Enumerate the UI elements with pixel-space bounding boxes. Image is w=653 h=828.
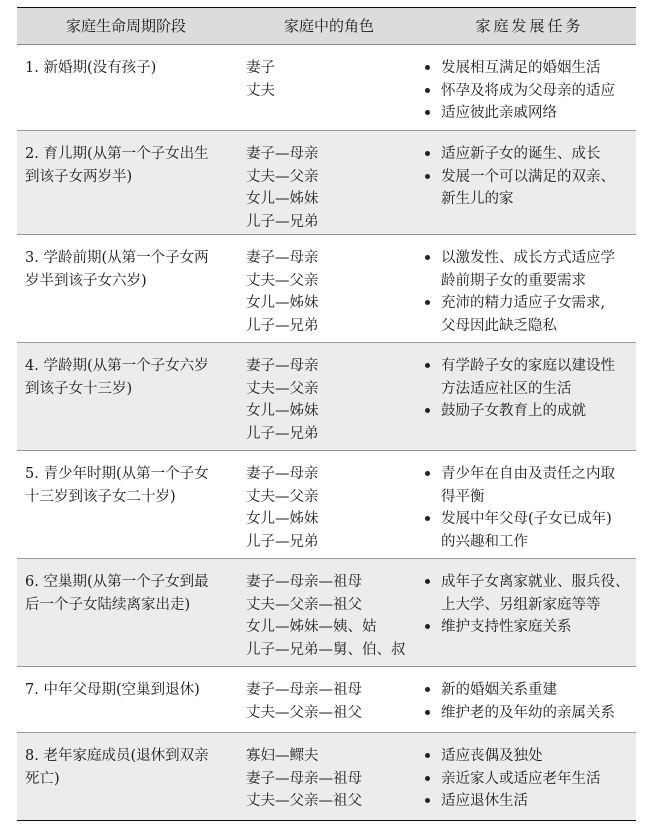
stage-text: 到该子女十三岁) <box>25 380 133 397</box>
task-item <box>423 571 638 616</box>
tasks-cell <box>423 745 638 813</box>
bullet-icon <box>425 255 430 260</box>
stage-text: 5. 青少年时期(从第一个子女 <box>25 466 209 482</box>
task-item <box>423 80 638 103</box>
tasks-cell <box>423 463 638 553</box>
stage-cell <box>25 143 230 188</box>
role-text: 女儿—姊妹—姨、姑 <box>246 619 377 635</box>
roles-cell <box>246 745 416 813</box>
role-text: 儿子—兄弟 <box>246 317 319 334</box>
task-text: 新的婚姻关系重建 <box>441 682 557 698</box>
task-text: 青少年在自由及责任之内取 <box>441 466 615 482</box>
bullet-icon <box>425 65 430 70</box>
table-row <box>17 131 636 235</box>
task-text: 龄前期子女的重要需求 <box>441 272 586 289</box>
task-item <box>423 702 638 725</box>
bullet-icon <box>425 516 430 521</box>
roles-cell <box>246 247 416 337</box>
task-text: 亲近家人或适应老年生活 <box>441 770 601 787</box>
role-text: 女儿—姊妹 <box>246 191 319 207</box>
stage-text: 6. 空巢期(从第一个子女到最 <box>25 574 209 590</box>
task-text: 发展一个可以满足的双亲、 <box>441 168 615 185</box>
roles-cell <box>246 355 416 445</box>
stage-cell <box>25 247 230 292</box>
stage-cell <box>25 463 230 508</box>
task-text: 有学龄子女的家庭以建设性 <box>441 358 615 374</box>
tasks-cell <box>423 143 638 211</box>
task-text: 适应丧偶及独处 <box>441 748 543 764</box>
bullet-icon <box>425 300 430 305</box>
task-item <box>423 790 638 813</box>
stage-cell <box>25 745 230 790</box>
stage-text: 到该子女两岁半) <box>25 168 133 185</box>
roles-cell <box>246 679 416 724</box>
tasks-cell <box>423 679 638 724</box>
bullet-icon <box>425 408 430 413</box>
bullet-icon <box>425 579 430 584</box>
task-item <box>423 400 638 423</box>
task-text: 发展相互满足的婚姻生活 <box>441 60 601 76</box>
task-text: 父母因此缺乏隐私 <box>441 317 557 334</box>
table-row <box>17 559 636 667</box>
role-text: 丈夫—父亲—祖父 <box>246 793 362 809</box>
tasks-cell <box>423 571 638 639</box>
stage-text: 2. 育儿期(从第一个子女出生 <box>25 146 209 162</box>
task-item <box>423 508 638 553</box>
header-tasks: 家庭发展任务 <box>475 17 584 35</box>
tasks-cell <box>423 57 638 125</box>
role-text: 丈夫 <box>246 82 275 99</box>
task-item <box>423 616 638 639</box>
role-text: 寡妇—鳏夫 <box>246 748 319 764</box>
task-text: 适应彼此亲戚网络 <box>441 105 557 121</box>
role-text: 丈夫—父亲 <box>246 272 319 289</box>
task-text: 维护支持性家庭关系 <box>441 619 572 635</box>
stage-text: 十三岁到该子女二十岁) <box>25 488 176 505</box>
task-item <box>423 247 638 292</box>
tasks-cell <box>423 355 638 423</box>
roles-cell <box>246 463 416 553</box>
task-text: 适应新子女的诞生、成长 <box>441 146 601 162</box>
table-row <box>17 235 636 343</box>
task-item <box>423 745 638 768</box>
bullet-icon <box>425 798 430 803</box>
role-text: 丈夫—父亲 <box>246 168 319 185</box>
roles-cell <box>246 57 416 102</box>
role-text: 丈夫—父亲 <box>246 380 319 397</box>
role-text: 儿子—兄弟—舅、伯、叔 <box>246 641 406 658</box>
bullet-icon <box>425 624 430 629</box>
task-item <box>423 102 638 125</box>
bullet-icon <box>425 110 430 115</box>
table-row <box>17 667 636 733</box>
stage-text: 4. 学龄期(从第一个子女六岁 <box>25 358 209 374</box>
stage-text: 3. 学龄前期(从第一个子女两 <box>25 250 209 266</box>
role-text: 妻子—母亲 <box>246 358 319 374</box>
header-roles: 家庭中的角色 <box>283 17 374 35</box>
stage-text: 岁半到该子女六岁) <box>25 272 147 289</box>
roles-cell <box>246 143 416 233</box>
task-item <box>423 143 638 166</box>
stage-text: 1. 新婚期(没有孩子) <box>25 60 157 76</box>
stage-cell <box>25 355 230 400</box>
task-text: 鼓励子女教育上的成就 <box>441 403 586 419</box>
task-item <box>423 679 638 702</box>
stage-text: 7. 中年父母期(空巢到退休) <box>25 682 200 698</box>
task-item <box>423 57 638 80</box>
tasks-cell <box>423 247 638 337</box>
task-text: 的兴趣和工作 <box>441 533 528 550</box>
stage-cell <box>25 679 230 702</box>
table-bottom-rule <box>17 820 636 821</box>
header-stage: 家庭生命周期阶段 <box>65 17 186 35</box>
table-row <box>17 733 636 820</box>
task-text: 成年子女离家就业、服兵役、 <box>441 574 630 590</box>
stage-cell <box>25 57 230 80</box>
task-text: 适应退休生活 <box>441 793 528 809</box>
table-row <box>17 45 636 131</box>
task-item <box>423 292 638 337</box>
role-text: 丈夫—父亲 <box>246 488 319 505</box>
task-text: 新生儿的家 <box>441 191 514 207</box>
task-item <box>423 355 638 400</box>
role-text: 妻子—母亲 <box>246 466 319 482</box>
role-text: 妻子 <box>246 60 275 76</box>
stage-text: 8. 老年家庭成员(退休到双亲 <box>25 748 209 764</box>
table-row <box>17 451 636 559</box>
role-text: 妻子—母亲—祖母 <box>246 682 362 698</box>
role-text: 女儿—姊妹 <box>246 403 319 419</box>
bullet-icon <box>425 710 430 715</box>
task-text: 发展中年父母(子女已成年) <box>441 511 612 527</box>
roles-cell <box>246 571 416 661</box>
role-text: 儿子—兄弟 <box>246 533 319 550</box>
role-text: 儿子—兄弟 <box>246 213 319 230</box>
role-text: 妻子—母亲—祖母 <box>246 770 362 787</box>
table-header <box>17 8 636 45</box>
stage-text: 死亡) <box>25 770 60 787</box>
task-item <box>423 166 638 211</box>
task-text: 怀孕及将成为父母亲的适应 <box>441 82 615 99</box>
role-text: 丈夫—父亲—祖父 <box>246 596 362 613</box>
bullet-icon <box>425 753 430 758</box>
task-text: 以激发性、成长方式适应学 <box>441 250 615 266</box>
role-text: 妻子—母亲 <box>246 250 319 266</box>
stage-cell <box>25 571 230 616</box>
bullet-icon <box>425 776 430 781</box>
task-text: 方法适应社区的生活 <box>441 380 572 397</box>
role-text: 妻子—母亲 <box>246 146 319 162</box>
bullet-icon <box>425 151 430 156</box>
stage-text: 后一个子女陆续离家出走) <box>25 596 191 613</box>
bullet-icon <box>425 174 430 179</box>
bullet-icon <box>425 88 430 93</box>
table-row <box>17 343 636 451</box>
task-text: 维护老的及年幼的亲属关系 <box>441 704 615 721</box>
bullet-icon <box>425 687 430 692</box>
role-text: 女儿—姊妹 <box>246 295 319 311</box>
role-text: 妻子—母亲—祖母 <box>246 574 362 590</box>
task-item <box>423 463 638 508</box>
task-text: 上大学、另组新家庭等等 <box>441 596 601 613</box>
bullet-icon <box>425 363 430 368</box>
role-text: 丈夫—父亲—祖父 <box>246 704 362 721</box>
task-item <box>423 768 638 791</box>
bullet-icon <box>425 471 430 476</box>
role-text: 女儿—姊妹 <box>246 511 319 527</box>
task-text: 得平衡 <box>441 488 485 505</box>
role-text: 儿子—兄弟 <box>246 425 319 442</box>
task-text: 充沛的精力适应子女需求, <box>441 295 606 311</box>
